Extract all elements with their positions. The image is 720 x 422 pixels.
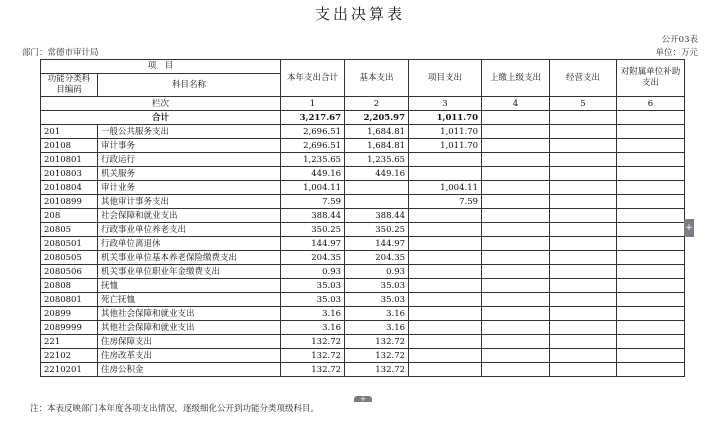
row-subsidy [617,195,685,209]
table-row [41,167,685,181]
row-basic: 3.16 [345,321,409,335]
row-name: 死亡抚恤 [98,293,281,307]
row-total: 204.35 [281,251,345,265]
row-code: 2010803 [41,167,98,181]
row-total: 3.16 [281,307,345,321]
row-total: 2,696.51 [281,139,345,153]
table-row [41,321,685,335]
row-upper [482,293,550,307]
row-project [409,223,482,237]
col-index-row [41,97,685,111]
row-basic: 1,684.81 [345,125,409,139]
row-basic [345,195,409,209]
row-upper [482,167,550,181]
row-upper [482,321,550,335]
header-project-expense: 项目支出 [409,60,482,97]
header-total: 本年支出合计 [281,60,345,97]
row-upper [482,125,550,139]
row-business [550,307,617,321]
total-project: 1,011.70 [409,111,482,125]
table-row [41,125,685,139]
table-row [41,223,685,237]
row-code: 221 [41,335,98,349]
row-project [409,237,482,251]
row-basic: 0.93 [345,265,409,279]
row-project [409,349,482,363]
row-name: 住房改革支出 [98,349,281,363]
row-total: 1,004.11 [281,181,345,195]
table-row [41,209,685,223]
total-sum: 3,217.67 [281,111,345,125]
row-code: 208 [41,209,98,223]
row-total: 144.97 [281,237,345,251]
total-subsidy [617,111,685,125]
row-project: 1,011.70 [409,125,482,139]
row-name: 社会保障和就业支出 [98,209,281,223]
row-upper [482,279,550,293]
row-basic: 132.72 [345,363,409,377]
header-subsidy: 对附属单位补助支出 [617,60,685,97]
row-basic: 350.25 [345,223,409,237]
row-name: 机关服务 [98,167,281,181]
table-row [41,307,685,321]
row-code: 2010899 [41,195,98,209]
row-project: 1,004.11 [409,181,482,195]
row-code: 2080501 [41,237,98,251]
row-basic: 132.72 [345,349,409,363]
total-upper [482,111,550,125]
row-name: 抚恤 [98,279,281,293]
table-row [41,139,685,153]
row-total: 132.72 [281,363,345,377]
row-basic: 1,684.81 [345,139,409,153]
row-project [409,321,482,335]
row-business [550,349,617,363]
row-total: 2,696.51 [281,125,345,139]
row-total: 35.03 [281,293,345,307]
row-subsidy [617,265,685,279]
row-project [409,209,482,223]
row-subsidy [617,279,685,293]
total-label: 合计 [41,111,281,125]
row-business [550,195,617,209]
row-project [409,307,482,321]
row-subsidy [617,363,685,377]
department-label: 部门：常德市审计局 [22,48,99,58]
row-code: 20805 [41,223,98,237]
row-name: 审计事务 [98,139,281,153]
row-upper [482,335,550,349]
row-code: 2089999 [41,321,98,335]
table-row [41,195,685,209]
footnote: 注：本表反映部门本年度各项支出情况，逐级细化公开到功能分类项级科目。 [30,404,320,414]
row-total: 132.72 [281,349,345,363]
row-business [550,181,617,195]
row-subsidy [617,167,685,181]
row-total: 7.59 [281,195,345,209]
col-index-1: 1 [281,97,345,111]
header-upper: 上缴上级支出 [482,60,550,97]
page-title: 支出决算表 [314,5,405,23]
row-basic: 132.72 [345,335,409,349]
row-subsidy [617,181,685,195]
row-total: 1,235.65 [281,153,345,167]
row-upper [482,363,550,377]
row-basic: 1,235.65 [345,153,409,167]
table-row [41,251,685,265]
row-business [550,293,617,307]
header-subject-name: 科目名称 [98,74,281,97]
row-basic: 35.03 [345,293,409,307]
table-row [41,279,685,293]
row-business [550,125,617,139]
row-business [550,321,617,335]
row-code: 2010804 [41,181,98,195]
row-total: 132.72 [281,335,345,349]
col-index-6: 6 [617,97,685,111]
row-business [550,237,617,251]
row-subsidy [617,307,685,321]
row-name: 审计业务 [98,181,281,195]
col-index-5: 5 [550,97,617,111]
form-code: 公开03表 [661,35,698,45]
row-code: 2080801 [41,293,98,307]
unit-label: 单位：万元 [655,48,698,58]
row-project [409,293,482,307]
col-index-4: 4 [482,97,550,111]
row-subsidy [617,251,685,265]
expand-bottom-handle[interactable]: + [354,396,372,402]
row-basic: 204.35 [345,251,409,265]
row-name: 行政单位离退休 [98,237,281,251]
header-project: 项 目 [41,60,281,74]
row-basic: 3.16 [345,307,409,321]
table-row [41,349,685,363]
row-subsidy [617,139,685,153]
header-business: 经营支出 [550,60,617,97]
row-subsidy [617,209,685,223]
row-project [409,167,482,181]
row-project: 1,011.70 [409,139,482,153]
row-upper [482,237,550,251]
row-subsidy [617,293,685,307]
expand-side-handle[interactable]: + [684,219,694,237]
row-total: 3.16 [281,321,345,335]
total-basic: 2,205.97 [345,111,409,125]
row-upper [482,195,550,209]
row-name: 行政运行 [98,153,281,167]
row-basic [345,181,409,195]
total-row [41,111,685,125]
row-upper [482,153,550,167]
row-subsidy [617,237,685,251]
table-row [41,265,685,279]
row-total: 350.25 [281,223,345,237]
row-code: 2080506 [41,265,98,279]
row-name: 住房公积金 [98,363,281,377]
row-name: 其他社会保障和就业支出 [98,307,281,321]
row-code: 20808 [41,279,98,293]
row-business [550,139,617,153]
table-row [41,363,685,377]
row-project: 7.59 [409,195,482,209]
row-upper [482,223,550,237]
row-total: 449.16 [281,167,345,181]
row-total: 388.44 [281,209,345,223]
row-code: 201 [41,125,98,139]
row-name: 机关事业单位基本养老保险缴费支出 [98,251,281,265]
row-total: 35.03 [281,279,345,293]
row-name: 行政事业单位养老支出 [98,223,281,237]
row-business [550,335,617,349]
row-business [550,363,617,377]
row-upper [482,209,550,223]
row-code: 2080505 [41,251,98,265]
row-subsidy [617,125,685,139]
row-upper [482,251,550,265]
row-subsidy [617,349,685,363]
row-business [550,279,617,293]
row-business [550,209,617,223]
row-project [409,279,482,293]
row-business [550,251,617,265]
row-project [409,153,482,167]
row-code: 2210201 [41,363,98,377]
row-subsidy [617,321,685,335]
row-project [409,335,482,349]
row-upper [482,265,550,279]
row-project [409,251,482,265]
row-upper [482,139,550,153]
table-row [41,335,685,349]
row-code: 22102 [41,349,98,363]
table-row [41,237,685,251]
row-code: 20899 [41,307,98,321]
row-total: 0.93 [281,265,345,279]
row-upper [482,349,550,363]
row-name: 机关事业单位职业年金缴费支出 [98,265,281,279]
row-name: 其他社会保障和就业支出 [98,321,281,335]
row-project [409,265,482,279]
row-business [550,223,617,237]
row-upper [482,307,550,321]
col-index-2: 2 [345,97,409,111]
expenditure-table [40,59,685,377]
row-code: 20108 [41,139,98,153]
row-name: 住房保障支出 [98,335,281,349]
table-row [41,153,685,167]
row-name: 其他审计事务支出 [98,195,281,209]
row-basic: 144.97 [345,237,409,251]
header-basic: 基本支出 [345,60,409,97]
row-project [409,363,482,377]
row-business [550,167,617,181]
header-func-code: 功能分类科目编码 [41,74,98,97]
row-business [550,265,617,279]
row-basic: 449.16 [345,167,409,181]
row-basic: 388.44 [345,209,409,223]
col-index-3: 3 [409,97,482,111]
row-subsidy [617,153,685,167]
row-business [550,153,617,167]
row-code: 2010801 [41,153,98,167]
table-row [41,181,685,195]
table-row [41,293,685,307]
total-business [550,111,617,125]
row-upper [482,181,550,195]
row-name: 一般公共服务支出 [98,125,281,139]
row-basic: 35.03 [345,279,409,293]
col-index-label: 栏次 [41,97,281,111]
row-subsidy [617,335,685,349]
row-subsidy [617,223,685,237]
